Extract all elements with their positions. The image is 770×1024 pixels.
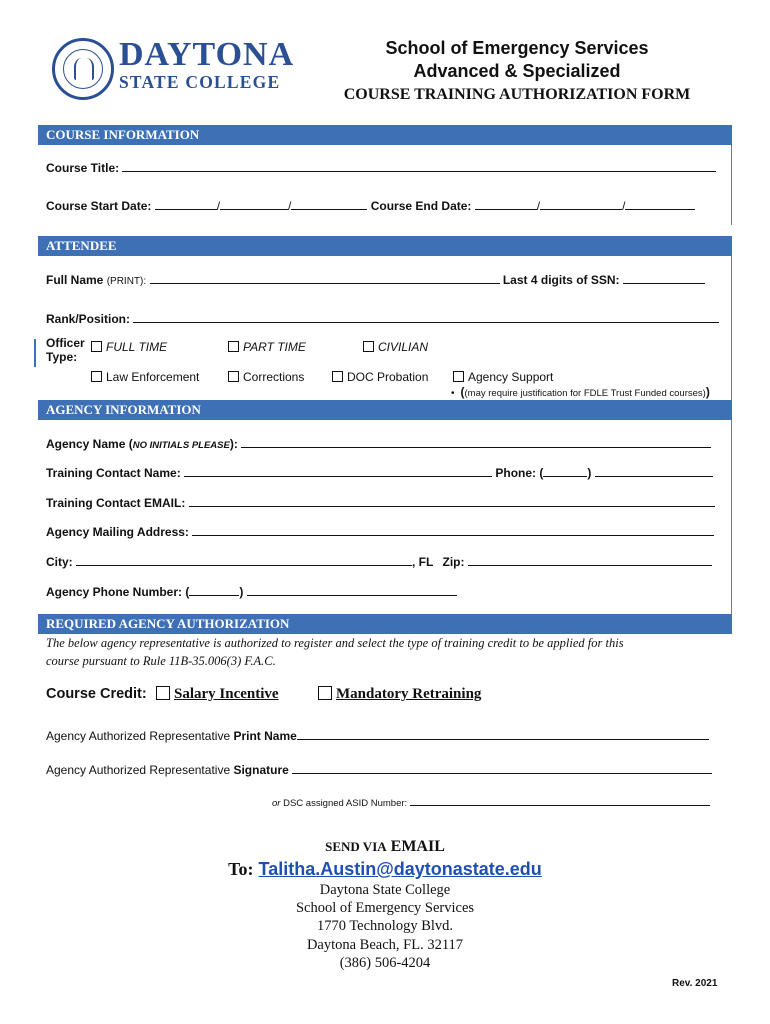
college-seal-icon xyxy=(52,38,114,100)
agency-phone-number-field[interactable] xyxy=(247,585,457,596)
option-part-time[interactable] xyxy=(228,340,306,354)
bullet-icon: • xyxy=(451,388,455,399)
authorization-note-line2: course pursuant to Rule 11B-35.006(3) F.A.C. xyxy=(46,654,276,668)
rank-row xyxy=(46,312,719,326)
agency-support-note-row xyxy=(451,385,710,399)
full-name-row xyxy=(46,273,705,287)
checkbox[interactable] xyxy=(453,371,464,382)
form-heading-line1: School of Emergency Services xyxy=(385,38,649,58)
city-field[interactable] xyxy=(76,555,412,566)
option-civilian[interactable] xyxy=(363,340,428,354)
agency-name-label-end: ): xyxy=(229,437,238,451)
course-credit-label: Course Credit: xyxy=(46,686,147,702)
checkbox[interactable] xyxy=(363,341,374,352)
course-title-label: Course Title: xyxy=(46,161,120,175)
section-course-information: COURSE INFORMATION xyxy=(38,125,732,145)
section-agency-authorization: REQUIRED AGENCY AUTHORIZATION xyxy=(38,614,732,634)
agency-name-note: NO INITIALS PLEASE xyxy=(132,440,230,451)
print-note: (PRINT): xyxy=(106,276,147,287)
to-email-row xyxy=(0,859,770,880)
end-month-field[interactable] xyxy=(475,199,537,210)
date-separator: / xyxy=(216,199,221,213)
agency-phone-close: ) xyxy=(239,585,244,599)
training-email-label: Training Contact EMAIL: xyxy=(46,496,186,510)
phone-label: Phone: ( xyxy=(495,466,544,480)
credit-option-mandatory-retraining[interactable] xyxy=(318,686,481,703)
section-agency-information: AGENCY INFORMATION xyxy=(38,400,732,420)
checkbox[interactable] xyxy=(156,686,170,700)
full-name-label: Full Name xyxy=(46,273,104,287)
course-end-date-label: Course End Date: xyxy=(370,199,472,213)
agency-name-label: Agency Name ( xyxy=(46,437,133,451)
phone-area-field[interactable] xyxy=(543,466,587,477)
end-day-field[interactable] xyxy=(540,199,622,210)
send-via-email xyxy=(0,838,770,856)
address-line: Daytona Beach, FL. 32117 xyxy=(306,936,464,953)
address-line: 1770 Technology Blvd. xyxy=(316,918,454,935)
asid-label: DSC assigned ASID Number: xyxy=(283,798,408,809)
credit-option-salary-incentive[interactable] xyxy=(156,686,279,703)
signature-row xyxy=(46,763,712,777)
address-line: Daytona State College xyxy=(319,882,451,898)
agency-name-field[interactable] xyxy=(241,437,711,448)
option-label: CIVILIAN xyxy=(378,340,429,354)
print-name-label: Print Name xyxy=(233,729,297,743)
option-label: Agency Support xyxy=(468,370,554,384)
print-name-field[interactable] xyxy=(297,729,709,740)
ssn-label: Last 4 digits of SSN: xyxy=(502,273,620,287)
agency-phone-area-field[interactable] xyxy=(189,585,239,596)
signature-label: Signature xyxy=(233,763,289,777)
address-line: (386) 506-4204 xyxy=(339,954,431,971)
signature-field[interactable] xyxy=(292,763,712,774)
asid-or: or xyxy=(272,798,281,809)
paren: ( xyxy=(460,385,465,399)
zip-label: Zip: xyxy=(442,555,465,569)
send-via-label: SEND VIA xyxy=(325,839,387,854)
mailing-address-block xyxy=(0,881,770,972)
signature-prefix: Agency Authorized Representative xyxy=(46,763,231,777)
officer-type-label xyxy=(46,336,85,364)
email-word: EMAIL xyxy=(390,838,445,855)
zip-field[interactable] xyxy=(468,555,712,566)
officer-label: Officer xyxy=(46,336,85,350)
start-year-field[interactable] xyxy=(291,199,367,210)
training-email-row xyxy=(46,496,715,510)
mailing-address-label: Agency Mailing Address: xyxy=(46,525,189,539)
to-label: To: xyxy=(228,859,254,879)
option-corrections[interactable] xyxy=(228,370,304,384)
agency-name-row xyxy=(46,437,711,451)
checkbox[interactable] xyxy=(228,341,239,352)
option-doc-probation[interactable] xyxy=(332,370,428,384)
ssn-field[interactable] xyxy=(623,273,705,284)
phone-close: ) xyxy=(587,466,592,480)
checkbox[interactable] xyxy=(91,341,102,352)
phone-number-field[interactable] xyxy=(595,466,713,477)
logo-name: DAYTONA xyxy=(119,36,295,73)
option-label: Law Enforcement xyxy=(106,370,200,384)
asid-field[interactable] xyxy=(410,797,710,806)
credit-option-label: Mandatory Retraining xyxy=(336,686,482,702)
city-label: City: xyxy=(46,555,73,569)
training-contact-field[interactable] xyxy=(184,466,492,477)
agency-phone-label: Agency Phone Number: ( xyxy=(46,585,190,599)
course-dates-row xyxy=(46,199,695,213)
option-full-time[interactable] xyxy=(91,340,167,354)
logo-subtitle: STATE COLLEGE xyxy=(119,72,281,92)
checkbox[interactable] xyxy=(332,371,343,382)
revision-label: Rev. 2021 xyxy=(672,978,718,989)
option-label: Corrections xyxy=(243,370,305,384)
training-contact-label: Training Contact Name: xyxy=(46,466,181,480)
asid-row xyxy=(272,797,710,809)
full-name-field[interactable] xyxy=(150,273,500,284)
agency-support-note: (may require justification for FDLE Trust Funded courses) xyxy=(464,388,706,399)
print-name-row xyxy=(46,729,709,743)
date-separator: / xyxy=(288,199,292,213)
agency-phone-row xyxy=(46,585,457,599)
mailing-address-row xyxy=(46,525,714,539)
start-month-field[interactable] xyxy=(155,199,217,210)
email-link[interactable]: Talitha.Austin@daytonastate.edu xyxy=(258,859,542,879)
section-attendee: ATTENDEE xyxy=(38,236,732,256)
option-label: FULL TIME xyxy=(106,340,168,354)
start-day-field[interactable] xyxy=(220,199,288,210)
authorization-note-line1: The below agency representative is authorized to register and select the type of training credit to be applied for this xyxy=(46,636,624,650)
rank-label: Rank/Position: xyxy=(46,312,131,326)
checkbox[interactable] xyxy=(228,371,239,382)
option-law-enforcement[interactable] xyxy=(91,370,199,384)
end-year-field[interactable] xyxy=(625,199,695,210)
address-line: School of Emergency Services xyxy=(295,900,475,917)
type-label: Type: xyxy=(46,350,78,364)
date-separator: / xyxy=(622,199,626,213)
course-title-row xyxy=(46,161,716,175)
checkbox[interactable] xyxy=(91,371,102,382)
date-separator: / xyxy=(536,199,541,213)
course-title-field[interactable] xyxy=(122,161,716,172)
training-email-field[interactable] xyxy=(189,496,715,507)
checkbox[interactable] xyxy=(318,686,332,700)
course-start-date-label: Course Start Date: xyxy=(46,199,152,213)
credit-option-label: Salary Incentive xyxy=(174,686,279,702)
mailing-address-field[interactable] xyxy=(192,525,714,536)
print-prefix: Agency Authorized Representative xyxy=(46,729,231,743)
form-heading-line2: Advanced & Specialized xyxy=(413,61,621,81)
paren: ) xyxy=(705,385,710,399)
training-contact-row xyxy=(46,466,713,480)
state-text: , FL xyxy=(412,555,434,569)
option-agency-support[interactable] xyxy=(453,370,553,384)
option-label: DOC Probation xyxy=(347,370,429,384)
course-credit-row xyxy=(46,686,147,702)
rank-field[interactable] xyxy=(133,312,719,323)
option-label: PART TIME xyxy=(243,340,306,354)
city-row xyxy=(46,555,712,569)
course-section-border xyxy=(38,145,732,225)
form-title: COURSE TRAINING AUTHORIZATION FORM xyxy=(343,86,691,103)
officer-type-accent xyxy=(34,339,36,367)
